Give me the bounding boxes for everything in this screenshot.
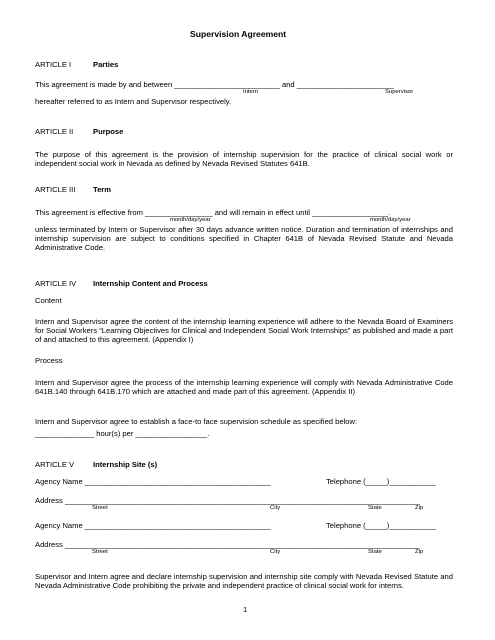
caption-street-1: Street	[92, 505, 108, 511]
caption-supervisor: Supervisor	[385, 89, 414, 95]
article-3-heading: Term	[93, 185, 112, 194]
caption-date-start: month/day/year	[170, 217, 211, 223]
caption-zip-1: Zip	[415, 505, 424, 511]
agency-name-1: Agency Name ____________________________________________	[35, 477, 271, 486]
closing-paragraph: Supervisor and Intern agree and declare internship supervision and internship site comply with Nevada Revised Statute and Nevada Administrative Code prohibiting the private and independent practice of clinical social work for interns.	[35, 572, 453, 590]
schedule-line: ______________ hour(s) per _________________.	[35, 429, 210, 438]
process-subheading: Process	[35, 356, 63, 365]
page-number: 1	[243, 605, 248, 614]
caption-state-2: State	[368, 549, 382, 555]
agency-name-2: Agency Name ____________________________________________	[35, 521, 271, 530]
caption-zip-2: Zip	[415, 549, 424, 555]
parties-line-2: hereafter referred to as Intern and Supervisor respectively.	[35, 97, 232, 106]
article-5-label: ARTICLE V	[35, 460, 75, 469]
article-4-label: ARTICLE IV	[35, 279, 77, 288]
content-paragraph: Intern and Supervisor agree the content of the internship learning experience will adhere to the Nevada Board of Examiners for Social Workers “Learning Objectives for Clinical and Independent Social Work Internships” as published and made a part of and attached to this agreement. (Appendix I)	[35, 317, 453, 344]
purpose-paragraph: The purpose of this agreement is the provision of internship supervision for the practice of clinical social work or independent social work in Nevada as defined by Nevada Revised Statutes 641B.	[35, 150, 453, 168]
caption-street-2: Street	[92, 549, 108, 555]
content-subheading: Content	[35, 296, 62, 305]
schedule-intro: Intern and Supervisor agree to establish a face-to face supervision schedule as specified below:	[35, 417, 358, 426]
term-line: This agreement is effective from ________________ and will remain in effect until __________________.	[35, 208, 391, 217]
document-title: Supervision Agreement	[190, 29, 287, 39]
article-2-label: ARTICLE II	[35, 127, 74, 136]
telephone-2: Telephone (_____)___________	[326, 521, 436, 530]
article-4-heading: Internship Content and Process	[93, 279, 208, 288]
caption-date-end: month/day/year	[370, 217, 411, 223]
article-3-label: ARTICLE III	[35, 185, 76, 194]
process-paragraph: Intern and Supervisor agree the process of the internship learning experience will comply with Nevada Administrative Code 641B.140 through 641B.170 which are attached and made part of this agreement. (Appendix II)	[35, 378, 453, 396]
caption-intern: Intern	[243, 89, 259, 95]
address-2: Address ____________________________________________________________________________________	[35, 540, 420, 549]
article-1-heading: Parties	[93, 60, 119, 69]
caption-state-1: State	[368, 505, 382, 511]
article-5-heading: Internship Site (s)	[93, 460, 158, 469]
telephone-1: Telephone (_____)___________	[326, 477, 436, 486]
parties-line: This agreement is made by and between _________________________ and _______________________	[35, 80, 394, 89]
caption-city-2: City	[270, 549, 281, 555]
article-1-label: ARTICLE I	[35, 60, 72, 69]
address-1: Address ____________________________________________________________________________________	[35, 496, 420, 505]
term-paragraph: unless terminated by Intern or Supervisor after 30 days advance written notice. Duration and termination of internships and internship supervision are subject to conditions specified in Chapter 641B of Nevada Revised Statute and Nevada Administrative Code.	[35, 225, 453, 252]
caption-city-1: City	[270, 505, 281, 511]
article-2-heading: Purpose	[93, 127, 124, 136]
